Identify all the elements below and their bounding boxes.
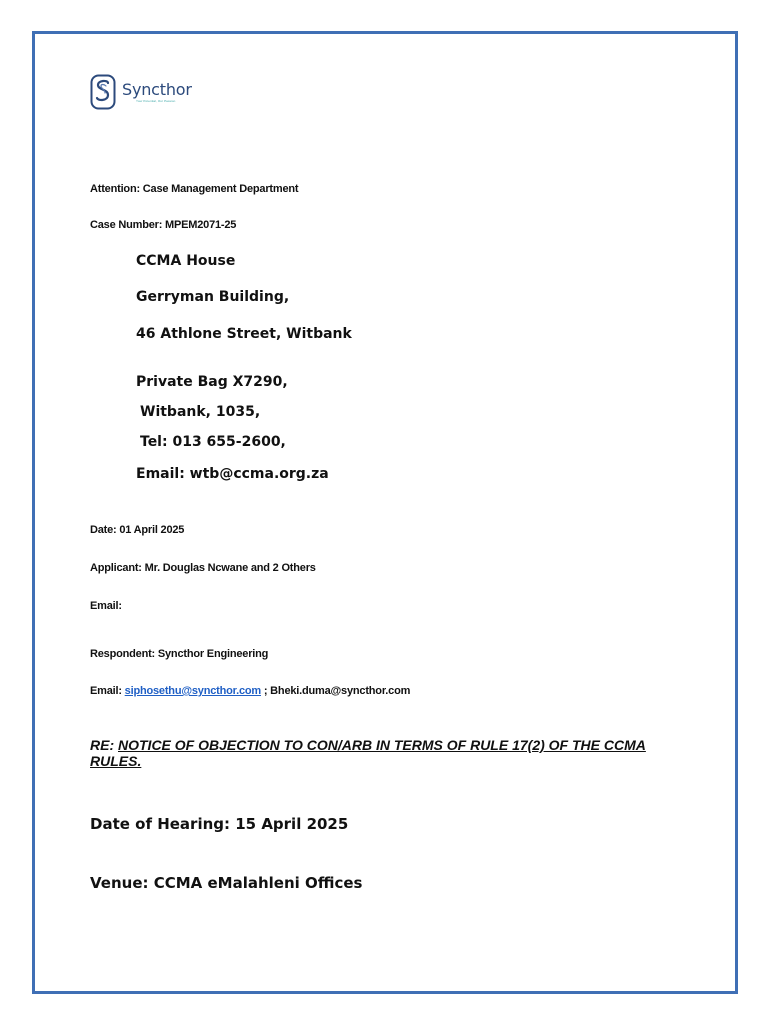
attention-line: Attention: Case Management Department — [90, 183, 299, 195]
address-line-3: 46 Athlone Street, Witbank — [136, 326, 352, 342]
address-line-6: Tel: 013 655-2600, — [140, 434, 286, 450]
applicant-email: Email: — [90, 600, 122, 612]
respondent: Respondent: Syncthor Engineering — [90, 648, 269, 660]
company-logo — [90, 62, 202, 122]
logo-name: Syncthor — [122, 79, 192, 99]
letter-date: Date: 01 April 2025 — [90, 524, 185, 536]
respondent-email-link[interactable]: siphosethu@syncthor.com — [124, 685, 261, 697]
re-prefix: RE: — [90, 737, 118, 753]
respondent-email-label: Email: — [90, 685, 125, 697]
respondent-email-rest: ; Bheki.duma@syncthor.com — [261, 685, 411, 697]
logo-tagline: Your Potential, Our Passion — [136, 98, 176, 103]
address-line-1: CCMA House — [136, 253, 236, 269]
address-line-2: Gerryman Building, — [136, 289, 290, 305]
hearing-date: Date of Hearing: 15 April 2025 — [90, 815, 349, 833]
re-subject-line — [90, 737, 650, 769]
applicant: Applicant: Mr. Douglas Ncwane and 2 Others — [90, 562, 316, 574]
venue: Venue: CCMA eMalahleni Offices — [90, 874, 363, 892]
address-email: Email: wtb@ccma.org.za — [136, 466, 329, 482]
page-border — [32, 31, 738, 994]
respondent-email-line — [90, 685, 410, 697]
address-line-4: Private Bag X7290, — [136, 374, 288, 390]
case-number: Case Number: MPEM2071-25 — [90, 219, 237, 231]
re-subject: NOTICE OF OBJECTION TO CON/ARB IN TERMS OF RULE 17(2) OF THE CCMA RULES. — [90, 737, 646, 769]
syncthor-logo-icon — [90, 74, 116, 110]
address-line-5: Witbank, 1035, — [140, 404, 261, 420]
